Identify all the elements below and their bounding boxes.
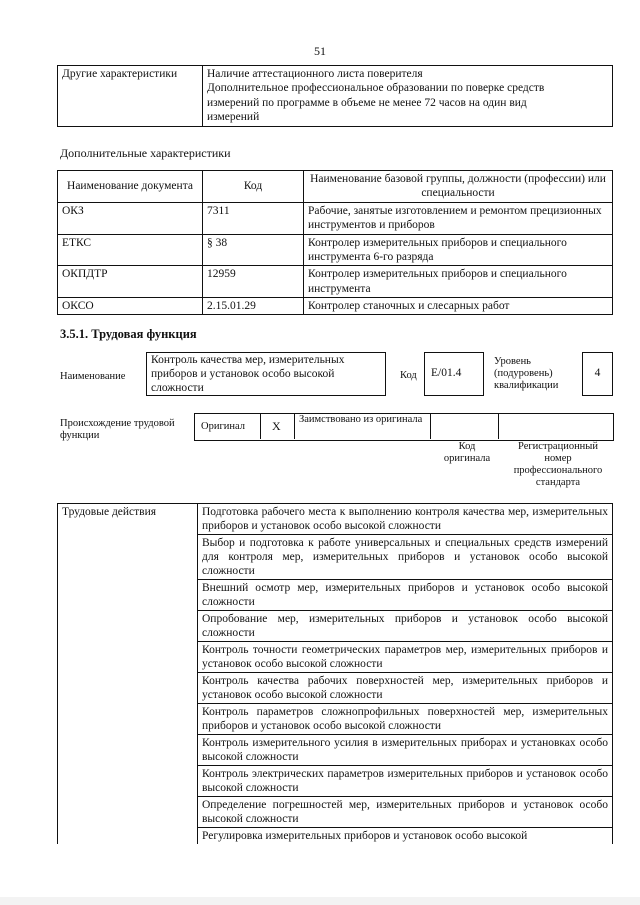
qualification-level-label: Уровень (подуровень) квалификации	[494, 356, 559, 392]
original-label: Оригинал	[201, 421, 245, 432]
labor-action-item: Контроль качества рабочих поверхностей мер, измерительных приборов и установок особо высокой сложности	[198, 673, 613, 704]
other-characteristics-value	[203, 66, 613, 127]
code-cell: § 38	[203, 234, 304, 266]
labor-action-item: Подготовка рабочего места к выполнению контроля качества мер, измерительных приборов и установок особо высокой сложности	[198, 504, 613, 535]
name-cell: Контролер измерительных приборов и специального инструмента 6-го разряда	[304, 234, 613, 266]
labor-action-item: Контроль измерительного усилия в измерительных приборах и установках особо высокой сложности	[198, 735, 613, 766]
origin-divider	[498, 413, 499, 439]
function-code-value: E/01.4	[424, 352, 484, 396]
table-row	[58, 266, 613, 298]
header-code: Код	[203, 171, 304, 203]
labor-actions-table	[57, 503, 613, 844]
table-row	[58, 202, 613, 234]
other-characteristics-label: Другие характеристики	[58, 66, 203, 127]
name-cell: Контролер измерительных приборов и специального инструмента	[304, 266, 613, 298]
origin-divider	[260, 413, 261, 439]
page-number: 51	[314, 44, 326, 58]
additional-characteristics-title: Дополнительные характеристики	[60, 146, 231, 160]
labor-action-item: Определение погрешностей мер, измерительных приборов и установок особо высокой сложности	[198, 797, 613, 828]
additional-characteristics-table	[57, 170, 613, 315]
header-group-name: Наименование базовой группы, должности (профессии) или специальности	[304, 171, 613, 203]
origin-divider	[430, 413, 431, 439]
function-code-label: Код	[400, 370, 417, 381]
name-cell: Контролер станочных и слесарных работ	[304, 298, 613, 315]
labor-action-item: Опробование мер, измерительных приборов и установок особо высокой сложности	[198, 611, 613, 642]
other-characteristics-table	[57, 65, 613, 127]
table-row	[58, 234, 613, 266]
header-document: Наименование документа	[58, 171, 203, 203]
doc-cell: ОКЗ	[58, 202, 203, 234]
doc-cell: ОКСО	[58, 298, 203, 315]
table-header-row	[58, 171, 613, 203]
labor-action-item: Контроль точности геометрических параметров мер, измерительных приборов и установок особо высокой сложности	[198, 642, 613, 673]
code-cell: 2.15.01.29	[203, 298, 304, 315]
code-cell: 12959	[203, 266, 304, 298]
origin-label: Происхождение трудовой функции	[60, 418, 175, 442]
text-line: Наличие аттестационного листа поверителя	[207, 68, 423, 80]
labor-action-item: Внешний осмотр мер, измерительных приборов и установок особо высокой сложности	[198, 580, 613, 611]
table-row	[58, 66, 613, 127]
section-title: 3.5.1. Трудовая функция	[60, 327, 197, 341]
code-cell: 7311	[203, 202, 304, 234]
text-line: Дополнительное профессиональное образовании по поверке средств	[207, 82, 545, 95]
reg-number-caption: Регистрационный номер профессионального стандарта	[513, 441, 603, 489]
text-line: измерений по программе в объеме не менее 72 часов на один вид	[207, 96, 527, 109]
original-mark: X	[272, 419, 281, 433]
text-line: измерений	[207, 111, 260, 124]
doc-cell: ЕТКС	[58, 234, 203, 266]
labor-action-item: Выбор и подготовка к работе универсальных и специальных средств измерений для контроля мер, измерительных приборов и установок особо высокой сложности	[198, 535, 613, 580]
labor-action-item: Регулировка измерительных приборов и установок особо высокой	[198, 828, 613, 845]
name-cell: Рабочие, занятые изготовлением и ремонтом прецизионных инструментов и приборов	[304, 202, 613, 234]
scan-edge	[0, 897, 640, 905]
labor-actions-label: Трудовые действия	[58, 504, 198, 845]
doc-cell: ОКПДТР	[58, 266, 203, 298]
labor-action-item: Контроль параметров сложнопрофильных поверхностей мер, измерительных приборов и установок особо высокой сложности	[198, 704, 613, 735]
function-name-label: Наименование	[60, 371, 126, 382]
function-name-value: Контроль качества мер, измерительных приборов и установок особо высокой сложности	[146, 352, 386, 396]
borrowed-label: Заимствовано из оригинала	[299, 414, 423, 425]
origin-divider	[294, 413, 295, 439]
code-original-caption: Код оригинала	[443, 441, 491, 465]
table-row	[58, 504, 613, 535]
qualification-level-value: 4	[582, 352, 613, 396]
labor-action-item: Контроль электрических параметров измерительных приборов и установок особо высокой сложности	[198, 766, 613, 797]
table-row	[58, 298, 613, 315]
